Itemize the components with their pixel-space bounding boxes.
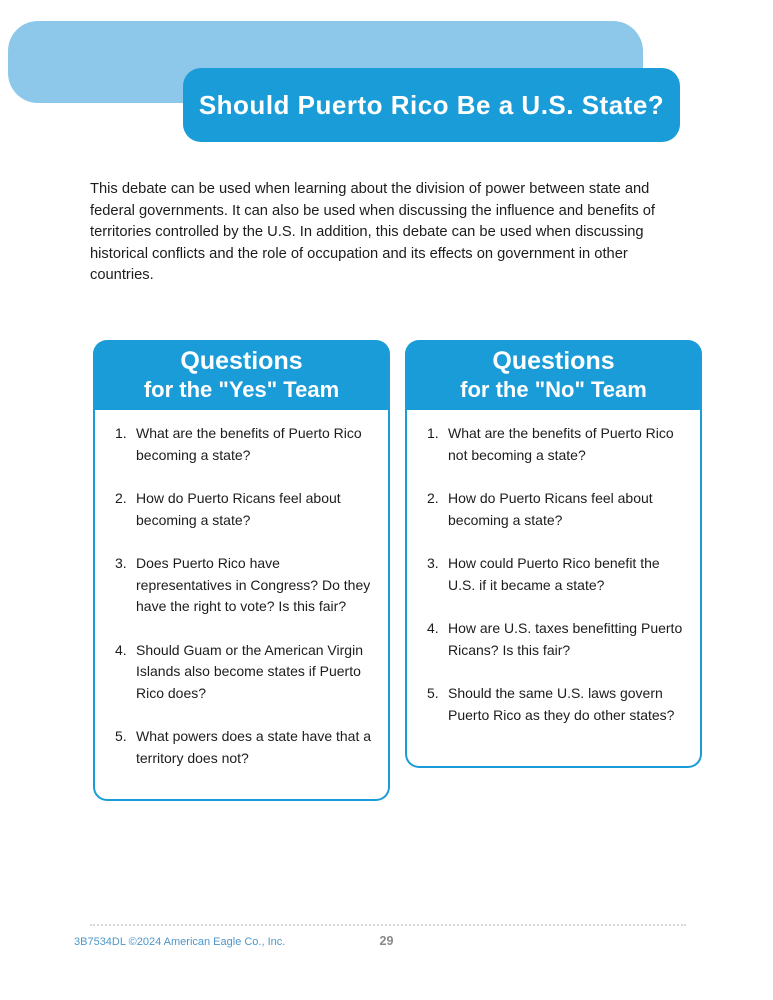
question-item: How do Puerto Ricans feel about becoming a state? xyxy=(136,490,341,528)
page-number: 29 xyxy=(379,934,394,948)
no-team-header-line1: Questions xyxy=(492,347,615,375)
question-item: What are the benefits of Puerto Rico not becoming a state? xyxy=(448,425,674,463)
no-team-question-list xyxy=(427,423,686,726)
no-team-question-box xyxy=(405,410,702,768)
question-item: Should the same U.S. laws govern Puerto Rico as they do other states? xyxy=(448,685,675,723)
yes-team-question-list xyxy=(115,423,374,769)
page-title: Should Puerto Rico Be a U.S. State? xyxy=(198,89,665,120)
yes-team-header-line2: for the "Yes" Team xyxy=(143,377,340,402)
footer-divider xyxy=(90,924,686,926)
yes-team-header xyxy=(93,340,390,410)
question-columns xyxy=(93,340,702,801)
question-item: How are U.S. taxes benefitting Puerto Ricans? Is this fair? xyxy=(448,620,683,658)
no-team-header xyxy=(405,340,702,410)
no-team-header-line2: for the "No" Team xyxy=(460,377,647,402)
yes-team-header-line1: Questions xyxy=(180,347,303,375)
intro-paragraph: This debate can be used when learning about the division of power between state and federal governments. It can also be used when discussing the influence and benefits of territories controlled by the U.S. In addition, this debate can be used when discussing historical conflicts and the role of occupation and its effects on government in other countries. xyxy=(90,181,656,283)
question-item: Does Puerto Rico have representatives in Congress? Do they have the right to vote? Is this fair? xyxy=(136,555,371,614)
question-item: Should Guam or the American Virgin Islands also become states if Puerto Rico does? xyxy=(136,641,363,701)
question-item: What are the benefits of Puerto Rico becoming a state? xyxy=(136,425,362,463)
footer-copyright: 3B7534DL ©2024 American Eagle Co., Inc. xyxy=(74,936,286,948)
question-item: How could Puerto Rico benefit the U.S. if it became a state? xyxy=(448,555,660,593)
question-item: What powers does a state have that a territory does not? xyxy=(136,728,372,766)
page-title-box xyxy=(183,68,680,142)
yes-team-column xyxy=(93,340,390,801)
question-item: How do Puerto Ricans feel about becoming a state? xyxy=(448,490,653,528)
yes-team-question-box xyxy=(93,410,390,801)
no-team-column xyxy=(405,340,702,801)
